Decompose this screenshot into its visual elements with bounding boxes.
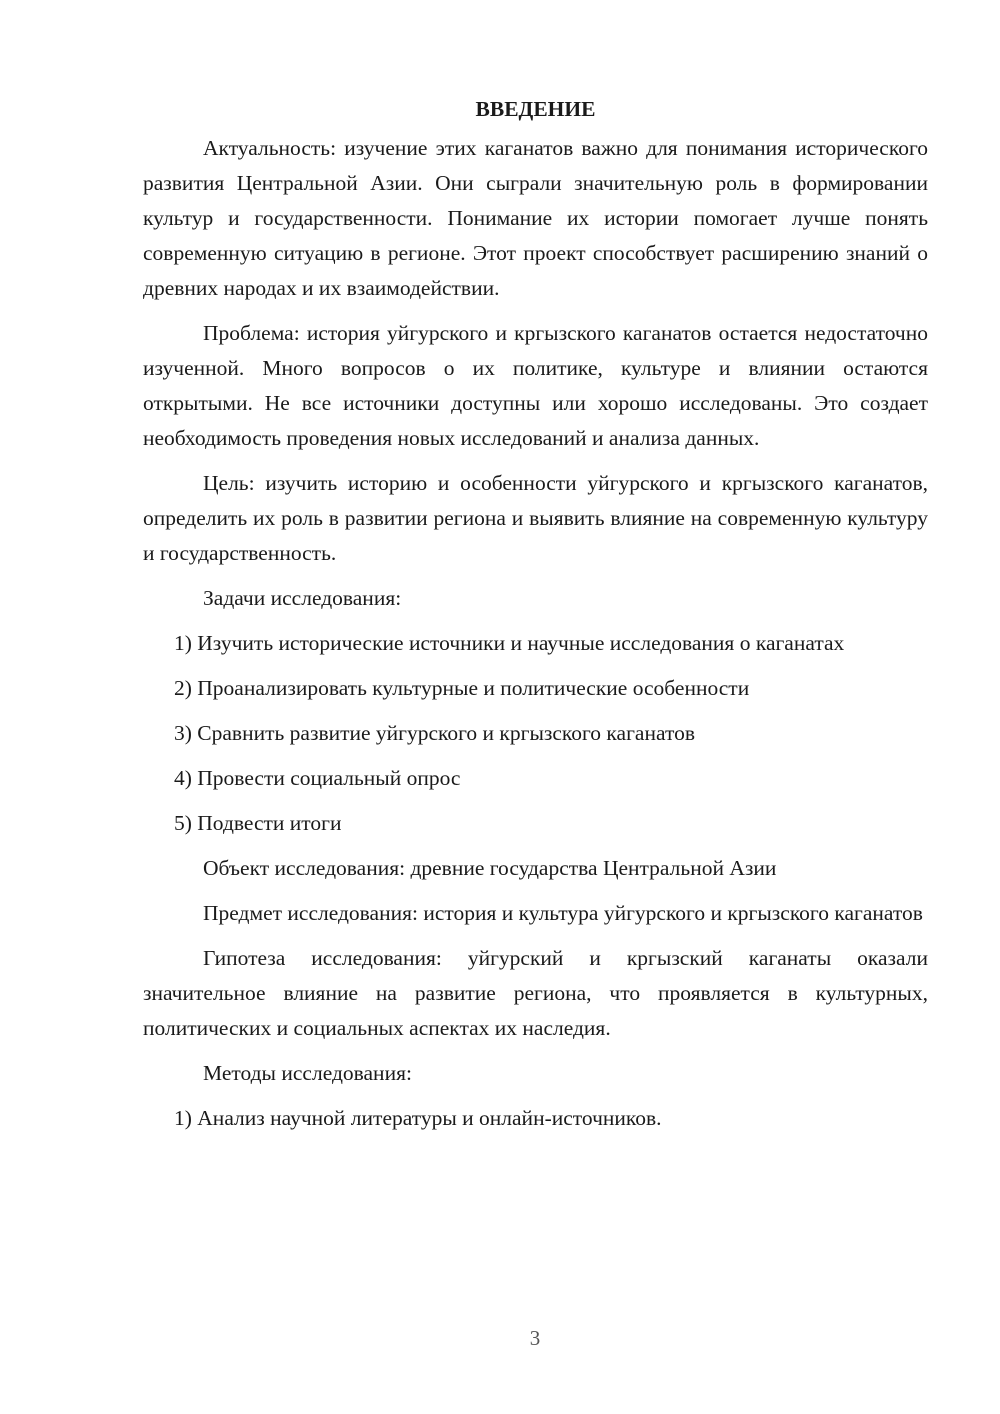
- document-page: [143, 92, 928, 1146]
- methods-title: Методы исследования:: [203, 1061, 412, 1085]
- section-heading: ВВЕДЕНИЕ: [475, 97, 596, 121]
- object-paragraph: Объект исследования: древние государства Центральной Азии: [203, 856, 777, 880]
- task-item-1: 1) Изучить исторические источники и научные исследования о каганатах: [174, 631, 845, 655]
- task-item-5: 5) Подвести итоги: [174, 811, 342, 835]
- task-item-4: 4) Провести социальный опрос: [174, 766, 461, 790]
- hypothesis-paragraph: Гипотеза исследования: уйгурский и кргызский каганаты оказали значительное влияние на развитие региона, что проявляется в культурных, политических и социальных аспектах их наследия.: [143, 946, 928, 1040]
- relevance-paragraph: Актуальность: изучение этих каганатов важно для понимания исторического развития Центральной Азии. Они сыграли значительную роль в формировании культур и государственности. Понимание их истории помогает лучше понять современную ситуацию в регионе. Этот проект способствует расширению знаний о древних народах и их взаимодействии.: [143, 136, 928, 300]
- subject-paragraph: Предмет исследования: история и культура уйгурского и кргызского каганатов: [203, 901, 923, 925]
- task-item-3: 3) Сравнить развитие уйгурского и кргызского каганатов: [174, 721, 695, 745]
- goal-paragraph: Цель: изучить историю и особенности уйгурского и кргызского каганатов, определить их роль в развитии региона и выявить влияние на современную культуру и государственность.: [143, 471, 928, 565]
- problem-paragraph: Проблема: история уйгурского и кргызского каганатов остается недостаточно изученной. Много вопросов о их политике, культуре и влиянии остаются открытыми. Не все источники доступны или хорошо исследованы. Это создает необходимость проведения новых исследований и анализа данных.: [143, 321, 928, 450]
- task-item-2: 2) Проанализировать культурные и политические особенности: [174, 676, 750, 700]
- method-item-1: 1) Анализ научной литературы и онлайн-источников.: [174, 1106, 662, 1130]
- tasks-title: Задачи исследования:: [203, 586, 402, 610]
- page-number: 3: [529, 1326, 541, 1350]
